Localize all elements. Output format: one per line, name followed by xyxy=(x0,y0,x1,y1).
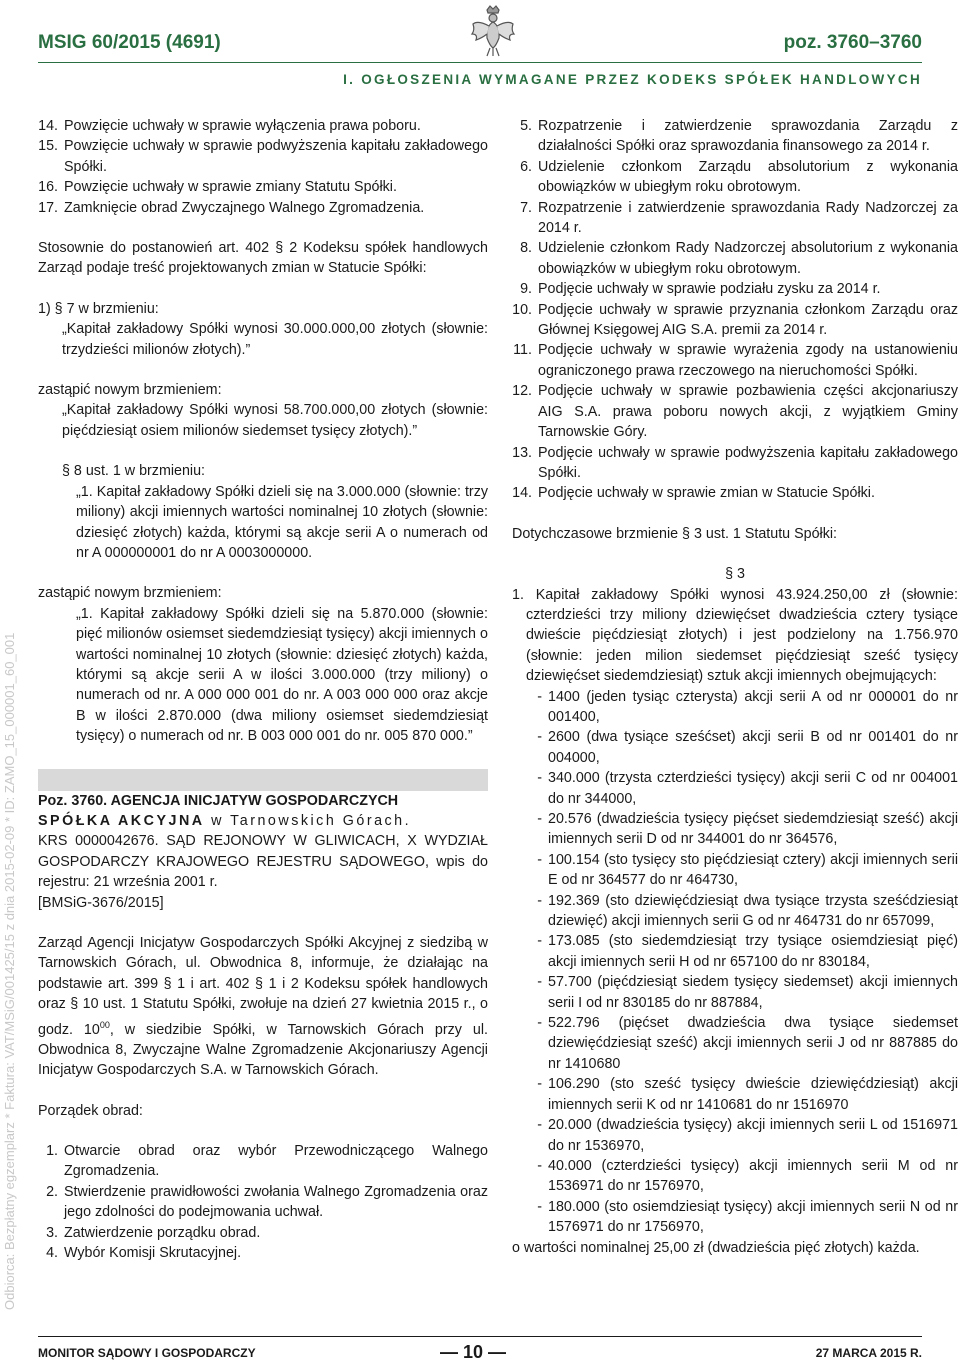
paragraph-7-old: „Kapitał zakładowy Spółki wynosi 30.000.000,00 złotych (słownie: trzydzieści milionów złotych).” xyxy=(62,321,488,358)
footer-date: 27 MARCA 2015 R. xyxy=(815,1346,922,1360)
footer-publication-name: MONITOR SĄDOWY I GOSPODARCZY xyxy=(38,1346,256,1360)
publication-number: MSIG 60/2015 (4691) xyxy=(38,32,221,53)
list-item: - 20.576 (dwadzieścia tysięcy pięćset siedemdziesiąt sześć) akcji imiennych serii D od nr 344001 do nr 364576, xyxy=(537,811,958,848)
paragraph-8-old: „1. Kapitał zakładowy Spółki dzieli się na 3.000.000 (słownie: trzy miliony) akcji imiennych wartości nominalnej 10 złotych (słownie: dziesięć złotych) każda, którymi są akcje serii A o numerach od nr A 000000001 do nr A 0003000000. xyxy=(76,483,488,561)
right-column xyxy=(512,116,958,1258)
list-item: 6. Udzielenie członkom Zarządu absolutorium z wykonania obowiązków w ubiegłym roku obrotowym. xyxy=(520,158,958,196)
paragraph-8-label: § 8 ust. 1 w brzmieniu: xyxy=(62,463,206,480)
footer-divider xyxy=(38,1336,922,1337)
paragraph-3-heading: § 3 xyxy=(725,566,745,583)
paragraph-8-new: „1. Kapitał zakładowy Spółki dzieli się na 5.870.000 (słownie: pięć milionów osiemset siedemdziesiąt tysięcy) akcji imiennych o wartości nominalnej 10 złotych (słownie: dziesięć złotych) każda, którymi są akcje serii A w ilości 3.000.000 (trzy miliony) o numerach od nr. A 000 000 001 do nr. A 003 000 000 oraz akcje B w ilości 2.870.000 (dwa miliony osiemset siedemdziesiąt tysięcy) o numerach od nr. B 003 000 001 do nr. 005 870 000.” xyxy=(76,605,488,745)
list-item: 17. Zamknięcie obrad Zwyczajnego Walnego Zgromadzenia. xyxy=(38,199,425,216)
announcement-reference: [BMSiG-3676/2015] xyxy=(38,894,164,911)
list-item: 13. Podjęcie uchwały w sprawie podwyższenia kapitału zakładowego Spółki. xyxy=(512,444,958,481)
paragraph-7-new: „Kapitał zakładowy Spółki wynosi 58.700.000,00 złotych (słownie: pięćdziesiąt osiem milionów siedemset tysięcy złotych).” xyxy=(62,402,488,439)
agenda-heading: Porządek obrad: xyxy=(38,1102,143,1119)
list-item: - 522.796 (pięćset dwadzieścia dwa tysiące siedemset dziewięćdziesiąt sześć) akcji imiennych serii J od nr 887885 do nr 1410680 xyxy=(537,1015,958,1072)
agenda-list-right xyxy=(512,116,958,504)
list-item: 12. Podjęcie uchwały w sprawie pozbawienia części akcjonariuszy AIG S.A. prawa poboru nowych akcji, z wyjątkiem Gminy Tarnowskie Góry. xyxy=(512,383,958,441)
list-item: - 173.085 (sto siedemdziesiąt trzy tysiące osiemdziesiąt pięć) akcji imiennych serii H od nr 657100 do nr 830184, xyxy=(537,933,958,970)
replace-label: zastąpić nowym brzmieniem: xyxy=(38,382,222,399)
list-item: 4. Wybór Komisji Skrutacyjnej. xyxy=(46,1245,242,1262)
agenda-list-continued xyxy=(38,116,488,218)
current-wording-heading: Dotychczasowe brzmienie § 3 ust. 1 Statutu Spółki: xyxy=(512,525,838,542)
list-item: - 1400 (jeden tysiąc czterysta) akcji serii A od nr 000001 do nr 001400, xyxy=(537,688,958,725)
announcement-company: SPÓŁKA AKCYJNA w Tarnowskich Górach. xyxy=(38,812,412,829)
list-item: - 40.000 (czterdzieści tysięcy) akcji imiennych serii M od nr 1536971 do nr 1576970, xyxy=(537,1157,958,1195)
list-item: - 192.369 (sto dziewięćdziesiąt dwa tysiące trzysta sześćdziesiąt dziewięć) akcji imiennych serii G od nr 464731 do nr 657099, xyxy=(537,892,958,930)
replace-label: zastąpić nowym brzmieniem: xyxy=(38,585,222,602)
polish-eagle-emblem-icon xyxy=(470,4,516,58)
list-item: 3. Zatwierdzenie porządku obrad. xyxy=(46,1224,261,1241)
page-number: — 10 — xyxy=(440,1342,507,1362)
list-item: 1. Otwarcie obrad oraz wybór Przewodniczącego Walnego Zgromadzenia. xyxy=(46,1143,488,1180)
list-item: 15. Powzięcie uchwały w sprawie podwyższenia kapitału zakładowego Spółki. xyxy=(38,138,488,175)
left-column xyxy=(38,116,488,1263)
list-item: 7. Rozpatrzenie i zatwierdzenie sprawozdania Rady Nadzorczej za 2014 r. xyxy=(520,199,958,237)
agenda-list xyxy=(38,1141,488,1263)
announcement-divider-bar xyxy=(38,769,488,791)
list-item: 2. Stwierdzenie prawidłowości zwołania Walnego Zgromadzenia oraz jego zdolności do podejmowania uchwał. xyxy=(46,1183,488,1221)
list-item: - 106.290 (sto sześć tysięcy dwieście dziewięćdziesiąt) akcji imiennych serii K od nr 1410681 do nr 1516970 xyxy=(537,1076,958,1113)
list-item: 14. Powzięcie uchwały w sprawie wyłączenia prawa poboru. xyxy=(38,118,421,134)
list-item: - 180.000 (sto osiemdziesiąt tysięcy) akcji imiennych serii N od nr 1576971 do nr 1756970, xyxy=(537,1198,958,1236)
list-item: - 57.700 (pięćdziesiąt siedem tysięcy siedemset) akcji imiennych serii I od nr 830185 do nr 887884, xyxy=(537,974,958,1011)
meeting-notice: Zarząd Agencji Inicjatyw Gospodarczych Spółki Akcyjnej z siedzibą w Tarnowskich Górach, ul. Obwodnica 8, informuje, że działając na podstawie art. 399 § 1 i art. 402 § 1 i 2 Kodeksu spółek handlowych oraz § 10 ust. 1 Statutu Spółki, zwołuje na dzień 27 kwietnia 2015 r., o godz. $10^{00}$, w siedzibie Spółki, w Tarnowskich Górach przy ul. Obwodnica 8, Zwyczajne Walne Zgromadzenie Akcjonariuszy Agencji Inicjatyw Gospodarczych S.A. w Tarnowskich Górach. xyxy=(38,935,488,1079)
list-item: 5. Rozpatrzenie i zatwierdzenie sprawozdania Zarządu z działalności Spółki oraz sprawozdania finansowego za 2014 r. xyxy=(520,118,958,155)
position-number: poz. 3760–3760 xyxy=(783,32,922,53)
announcement-registry: KRS 0000042676. SĄD REJONOWY W GLIWICACH, X WYDZIAŁ GOSPODARCZY KRAJOWEGO REJESTRU SĄDOWEGO, wpis do rejestru: 21 września 2001 r. xyxy=(38,833,488,891)
list-item: 11. Podjęcie uchwały w sprawie wyrażenia zgody na ustanowieniu ograniczonego prawa rzeczowego na nieruchomości Spółki. xyxy=(513,342,958,379)
list-item: 9. Podjęcie uchwały w sprawie podziału zysku za 2014 r. xyxy=(520,281,881,298)
announcement-title: Poz. 3760. AGENCJA INICJATYW GOSPODARCZYCH xyxy=(38,792,399,809)
statute-changes-intro: Stosownie do postanowień art. 402 § 2 Kodeksu spółek handlowych Zarząd podaje treść projektowanych zmian w Statucie Spółki: xyxy=(38,240,488,277)
list-item: - 100.154 (sto tysięcy sto pięćdziesiąt cztery) akcji imiennych serii E od nr 364577 do nr 464730, xyxy=(537,851,958,889)
recipient-watermark: Odbiorca: Bezpłatny egzemplarz * Faktura: VAT/MSiG/001425/15 z dnia 2015-02-09 * ID: ZAMO_15_000001_60_001 xyxy=(2,632,17,1310)
list-item: 14. Podjęcie uchwały w sprawie zmian w Statucie Spółki. xyxy=(512,485,875,502)
list-item: 16. Powzięcie uchwały w sprawie zmiany Statutu Spółki. xyxy=(38,179,397,196)
list-item: - 20.000 (dwadzieścia tysięcy) akcji imiennych serii L od 1516971 do nr 1536970, xyxy=(537,1117,958,1154)
share-series-list xyxy=(512,687,958,1238)
list-item: 8. Udzielenie członkom Rady Nadzorczej absolutorium z wykonania obowiązków w ubiegłym roku obrotowym. xyxy=(520,240,958,277)
list-item: - 2600 (dwa tysiące sześćset) akcji serii B od nr 001401 do nr 004000, xyxy=(537,729,958,766)
share-capital-text: 1. Kapitał zakładowy Spółki wynosi 43.924.250,00 zł (słownie: czterdzieści trzy miliony dziewięćset dwadzieścia cztery tysiące dwieście pięćdziesiąt złotych) i jest podzielony na 1.756.970 (słownie: jeden milion siedemset pięćdziesiąt sześć tysięcy dziewięćset siedemdziesiąt) sztuk akcji imiennych obejmujących: xyxy=(512,586,958,685)
header-divider xyxy=(38,62,922,63)
nominal-value-text: o wartości nominalnej 25,00 zł (dwadzieścia pięć złotych) każda. xyxy=(512,1239,920,1256)
section-title: I. OGŁOSZENIA WYMAGANE PRZEZ KODEKS SPÓŁEK HANDLOWYCH xyxy=(343,72,922,87)
list-item: - 340.000 (trzysta czterdzieści tysięcy) akcji serii C od nr 004001 do nr 344000, xyxy=(537,770,958,807)
paragraph-7-label: 1) § 7 w brzmieniu: xyxy=(38,300,159,317)
list-item: 10. Podjęcie uchwały w sprawie przyznania członkom Zarządu oraz Głównej Księgowej AIG S.A. premii za 2014 r. xyxy=(512,301,958,339)
